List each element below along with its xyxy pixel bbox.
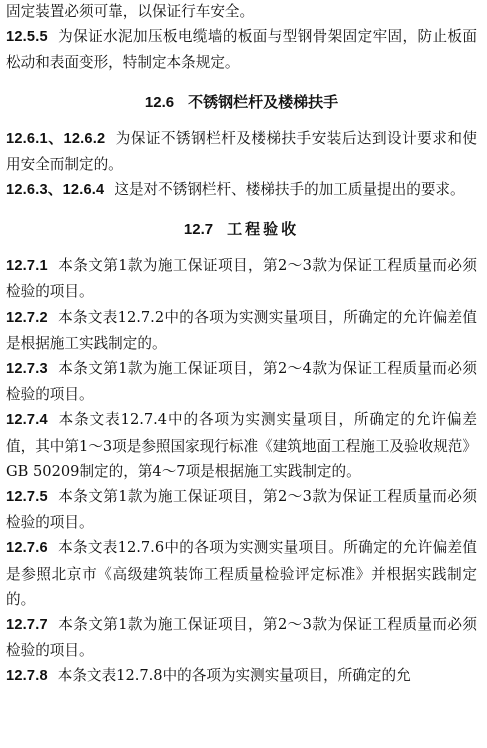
clause-number: 12.7.7 [6, 617, 48, 634]
section-heading-12-6 [6, 90, 477, 115]
section-title: 工程验收 [227, 220, 300, 239]
clause-12-6-3-4 [6, 177, 477, 203]
clause-12-7-3 [6, 356, 477, 407]
clause-number: 12.7.8 [6, 668, 48, 685]
clause-number: 12.7.5 [6, 489, 48, 506]
paragraph-continued [6, 0, 477, 24]
section-number: 12.6 [144, 93, 175, 111]
clause-12-7-4 [6, 407, 477, 484]
clause-text: 本条文表12.7.6中的各项为实测实量项目。所确定的允许偏差值是参照北京市《高级建筑装饰工程质量检验评定标准》并根据实践制定的。 [6, 539, 477, 608]
clause-text: 本条文第1款为施工保证项目，第2～3款为保证工程质量而必须检验的项目。 [6, 488, 477, 532]
clause-number: 12.6.3、12.6.4 [6, 182, 105, 199]
clause-12-7-1 [6, 253, 477, 304]
clause-number: 12.7.4 [6, 412, 48, 429]
clause-12-6-1-2 [6, 126, 477, 177]
clause-number: 12.7.2 [6, 309, 48, 326]
clause-number: 12.7.6 [6, 540, 48, 557]
clause-text: 为保证不锈钢栏杆及楼梯扶手安装后达到设计要求和使用安全而制定的。 [6, 129, 477, 173]
clause-12-7-7 [6, 612, 477, 663]
section-heading-12-7 [6, 217, 477, 242]
clause-text: 本条文表12.7.4中的各项为实测实量项目，所确定的允许偏差值，其中第1～3项是参照国家现行标准《建筑地面工程施工及验收规范》GB 50209制定的，第4～7项是根据施工实践制定的。 [6, 411, 477, 480]
section-title: 不锈钢栏杆及楼梯扶手 [188, 92, 339, 111]
clause-text: 这是对不锈钢栏杆、楼梯扶手的加工质量提出的要求。 [114, 181, 465, 199]
clause-12-7-8 [6, 663, 477, 689]
clause-text: 本条文第1款为施工保证项目，第2～3款为保证工程质量而必须检验的项目。 [6, 257, 477, 301]
clause-12-7-5 [6, 484, 477, 535]
clause-number: 12.6.1、12.6.2 [6, 130, 106, 147]
clause-text: 本条文第1款为施工保证项目，第2～3款为保证工程质量而必须检验的项目。 [6, 616, 477, 660]
clause-number: 12.5.5 [6, 29, 48, 46]
clause-text: 本条文表12.7.2中的各项为实测实量项目，所确定的允许偏差值是根据施工实践制定的。 [6, 308, 477, 352]
clause-number: 12.7.1 [6, 258, 48, 275]
section-number: 12.7 [183, 221, 214, 239]
paragraph-text: 固定装置必须可靠，以保证行车安全。 [6, 3, 255, 20]
clause-12-7-6 [6, 535, 477, 612]
clause-12-5-5 [6, 24, 477, 75]
clause-number: 12.7.3 [6, 361, 48, 378]
clause-12-7-2 [6, 305, 477, 356]
clause-text: 为保证水泥加压板电缆墙的板面与型钢骨架固定牢固，防止板面松动和表面变形，特制定本条规定。 [6, 28, 477, 72]
clause-text: 本条文第1款为施工保证项目，第2～4款为保证工程质量而必须检验的项目。 [6, 360, 477, 404]
clause-text: 本条文表12.7.8中的各项为实测实量项目，所确定的允 [57, 667, 411, 685]
